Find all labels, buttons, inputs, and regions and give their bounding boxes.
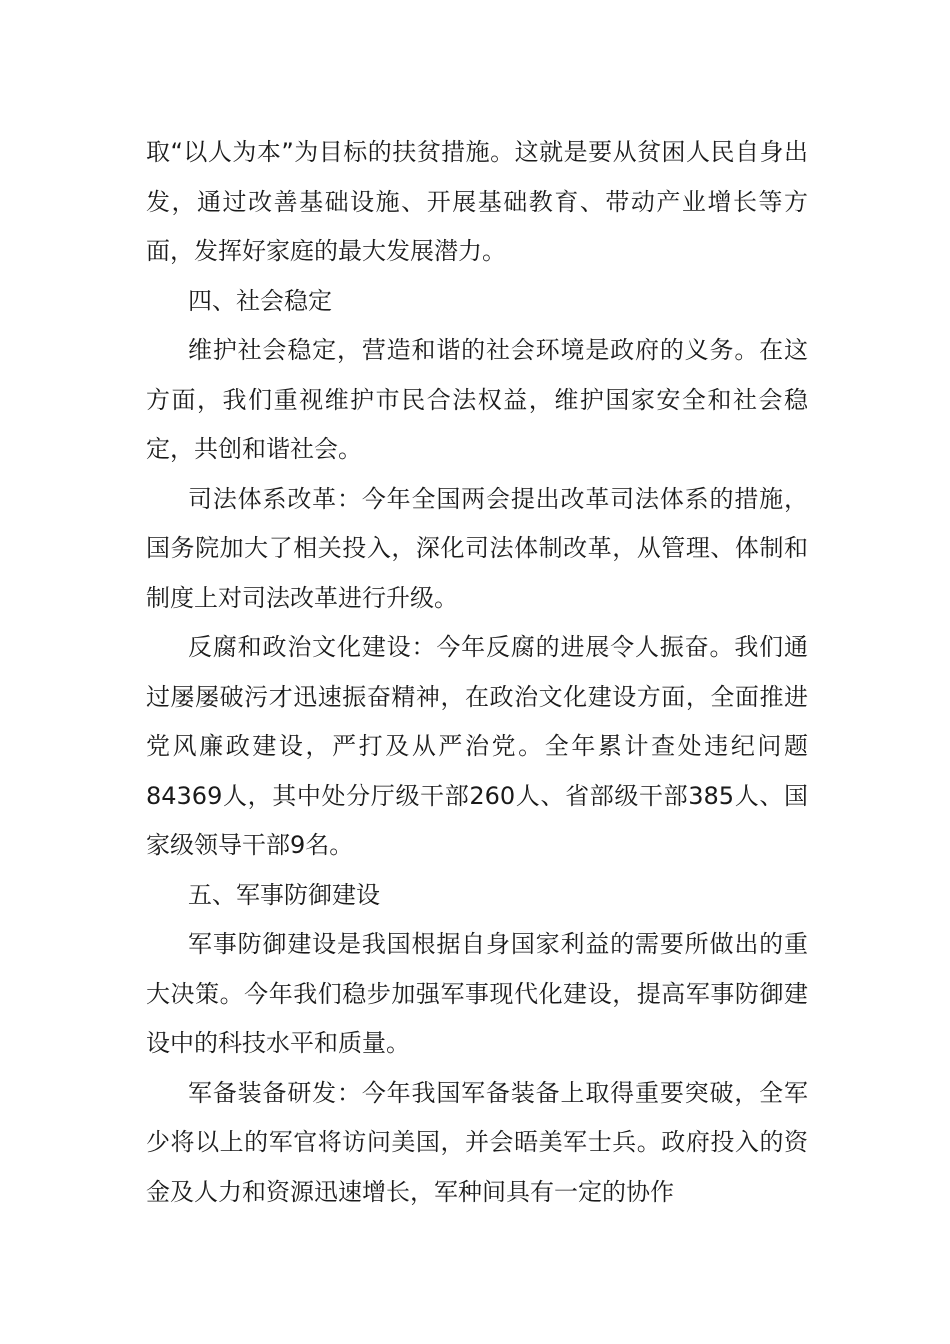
paragraph-social-stability: 维护社会稳定，营造和谐的社会环境是政府的义务。在这方面，我们重视维护市民合法权益，维护国家安全和社会稳定，共创和谐社会。 xyxy=(146,336,808,463)
paragraph-poverty-continued: 取“以人为本”为目标的扶贫措施。这就是要从贫困人民自身出发，通过改善基础设施、开展基础教育、带动产业增长等方面，发挥好家庭的最大发展潜力。 xyxy=(146,138,808,265)
paragraph-judicial-reform: 司法体系改革：今年全国两会提出改革司法体系的措施，国务院加大了相关投入，深化司法体制改革，从管理、体制和制度上对司法改革进行升级。 xyxy=(146,484,808,612)
paragraph-equipment-development: 军备装备研发：今年我国军备装备上取得重要突破，全军少将以上的军官将访问美国，并会晤美军士兵。政府投入的资金及人力和资源迅速增长，军种间具有一定的协作 xyxy=(146,1078,808,1206)
paragraph-military-defense: 军事防御建设是我国根据自身国家利益的需要所做出的重大决策。今年我们稳步加强军事现代化建设，提高军事防御建设中的科技水平和质量。 xyxy=(146,930,808,1057)
document-body xyxy=(146,128,808,1217)
paragraph-anti-corruption: 反腐和政治文化建设：今年反腐的进展令人振奋。我们通过屡屡破污才迅速振奋精神，在政治文化建设方面，全面推进党风廉政建设，严打及从严治党。全年累计查处违纪问题84369人，其中处分厅级干部260人、省部级干部385人、国家级领导干部9名。 xyxy=(146,633,808,859)
section-heading-social-stability: 四、社会稳定 xyxy=(188,286,332,315)
section-heading-military-defense: 五、军事防御建设 xyxy=(188,880,380,909)
